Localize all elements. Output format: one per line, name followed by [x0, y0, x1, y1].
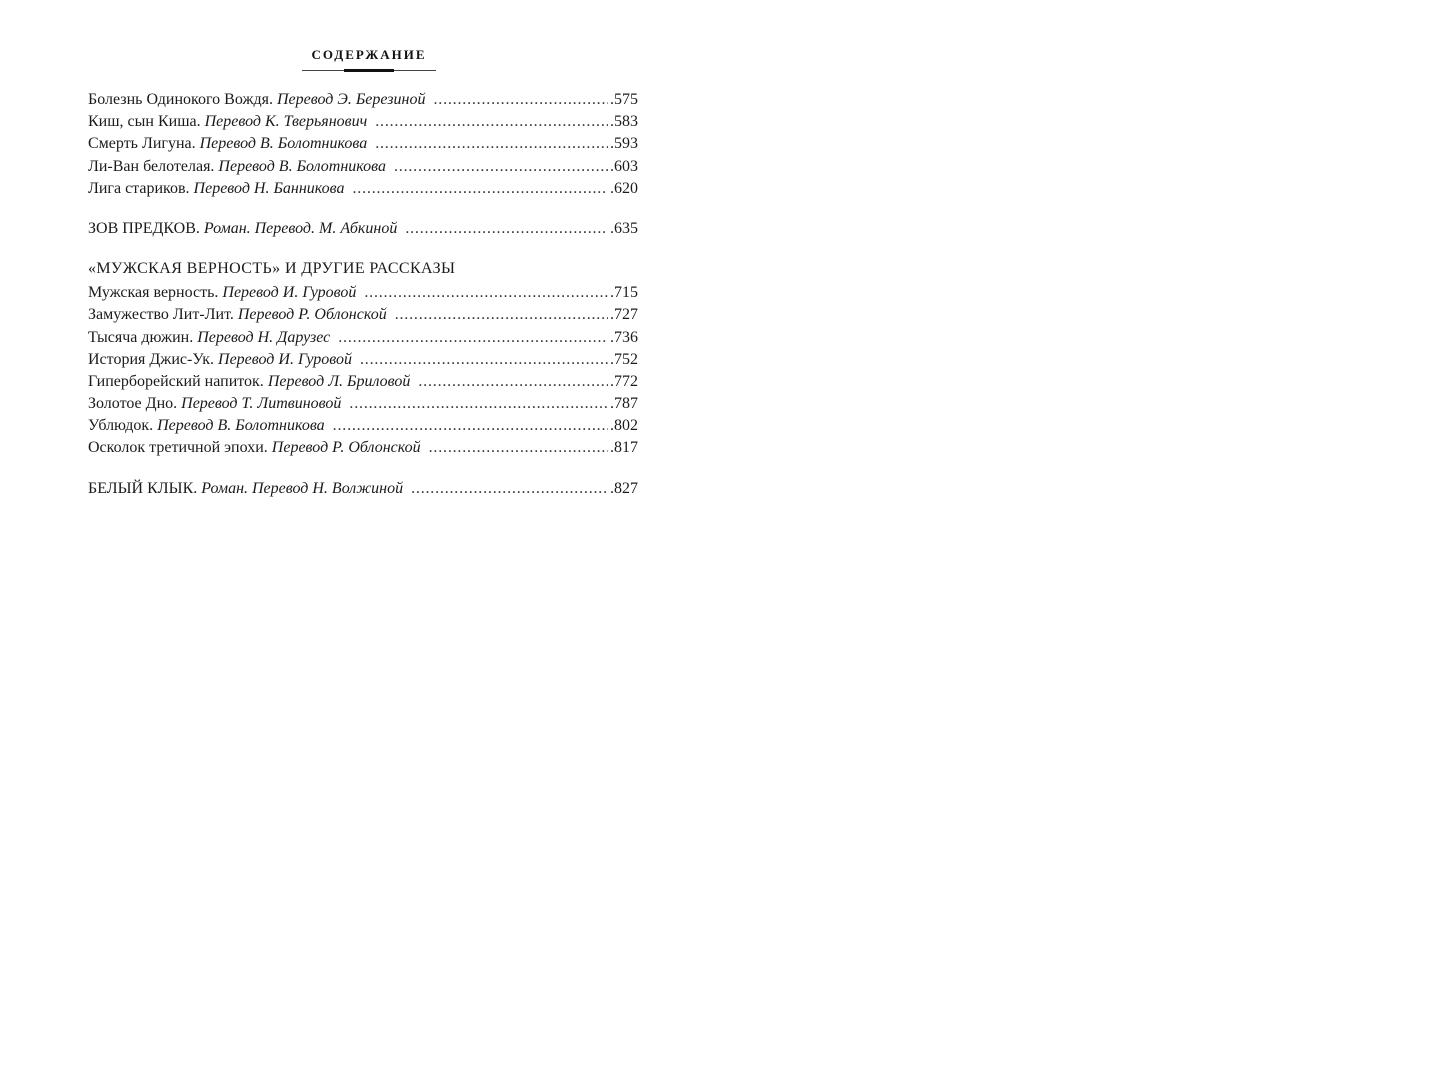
entry-title: Мужская верность.: [88, 284, 219, 302]
entry-translator: Перевод Р. Облонской: [237, 306, 387, 324]
toc-entry[interactable]: [88, 156, 638, 178]
entry-title: Ублюдок.: [88, 417, 154, 435]
toc-header: [302, 46, 436, 71]
toc-entry[interactable]: [88, 133, 638, 155]
entry-title: ЗОВ ПРЕДКОВ.: [88, 219, 200, 237]
entry-title: Замужество Лит-Лит.: [88, 306, 234, 324]
entry-title: Киш, сын Киша.: [88, 113, 201, 131]
dot-leader: [418, 371, 608, 393]
entry-title: Лига стариков.: [88, 179, 190, 197]
dot-leader: [375, 133, 608, 155]
entry-title: Золотое Дно.: [88, 395, 178, 413]
entry-page: .802: [610, 417, 638, 435]
entry-page: .817: [610, 439, 638, 457]
dot-leader: [338, 327, 608, 349]
toc-entry-novel[interactable]: [88, 218, 638, 240]
toc-entry[interactable]: [88, 349, 638, 371]
spacer: [88, 460, 638, 478]
entry-translator: Перевод Н. Дарузес: [197, 328, 331, 346]
entry-translator: Перевод В. Болотникова: [157, 417, 325, 435]
dot-leader: [405, 218, 608, 240]
entry-translator: Перевод И. Гуровой: [218, 350, 352, 368]
spacer: [88, 240, 638, 258]
toc-entry[interactable]: [88, 111, 638, 133]
entry-page: .772: [610, 372, 638, 390]
section-heading: «МУЖСКАЯ ВЕРНОСТЬ» И ДРУГИЕ РАССКАЗЫ: [88, 260, 456, 278]
entry-page: .575: [610, 91, 638, 108]
table-of-contents: [88, 89, 638, 500]
dot-leader: [375, 111, 608, 133]
entry-title: Осколок третичной эпохи.: [88, 439, 268, 457]
entry-translator: Перевод В. Болотникова: [218, 157, 386, 175]
entry-page: .752: [610, 350, 638, 368]
entry-translator: Роман. Перевод Н. Волжиной: [201, 479, 404, 497]
entry-translator: Перевод К. Тверьянович: [204, 113, 368, 131]
dot-leader: [411, 478, 608, 500]
toc-entry[interactable]: [88, 178, 638, 200]
entry-translator: Роман. Перевод. М. Абкиной: [203, 219, 398, 237]
entry-translator: Перевод Н. Банникова: [193, 179, 345, 197]
dot-leader: [429, 437, 608, 459]
entry-translator: Перевод В. Болотникова: [199, 135, 368, 153]
dot-leader: [394, 156, 608, 178]
entry-page: .736: [610, 328, 638, 346]
entry-translator: Перевод Р. Облонской: [271, 439, 421, 457]
entry-title: Тысяча дюжин.: [88, 328, 194, 346]
entry-title: Болезнь Одинокого Вождя.: [88, 91, 273, 108]
toc-entry[interactable]: [88, 415, 638, 437]
dot-leader: [364, 282, 608, 304]
dot-leader: [353, 178, 609, 200]
entry-page: .593: [610, 135, 638, 153]
entry-page: .620: [610, 179, 638, 197]
toc-entry[interactable]: [88, 304, 638, 326]
entry-page: .583: [610, 113, 638, 131]
entry-title: История Джис-Ук.: [88, 350, 215, 368]
entry-translator: Перевод Э. Березиной: [277, 91, 426, 108]
toc-entry[interactable]: [88, 327, 638, 349]
dot-leader: [360, 349, 608, 371]
entry-page: .603: [610, 157, 638, 175]
toc-entry[interactable]: [88, 393, 638, 415]
entry-translator: Перевод Т. Литвиновой: [181, 395, 342, 413]
entry-translator: Перевод И. Гуровой: [222, 284, 357, 302]
entry-page: .827: [610, 479, 638, 497]
entry-page: .727: [610, 306, 638, 324]
entry-page: .635: [610, 219, 638, 237]
entry-title: Смерть Лигуна.: [88, 135, 196, 153]
entry-title: Гиперборейский напиток.: [88, 372, 264, 390]
dot-leader: [349, 393, 608, 415]
dot-leader: [395, 304, 608, 326]
entry-page: .787: [610, 395, 638, 413]
entry-translator: Перевод Л. Бриловой: [267, 372, 411, 390]
dot-leader: [433, 89, 608, 111]
entry-page: .715: [610, 284, 638, 302]
header-divider: [302, 70, 436, 71]
toc-entry-novel[interactable]: [88, 478, 638, 500]
toc-entry[interactable]: [88, 371, 638, 393]
entry-title: Ли-Ван белотелая.: [88, 157, 215, 175]
toc-entry[interactable]: [88, 437, 638, 459]
dot-leader: [333, 415, 608, 437]
spacer: [88, 200, 638, 218]
toc-entry[interactable]: [88, 89, 638, 111]
page-title: СОДЕРЖАНИЕ: [311, 47, 427, 62]
entry-title: БЕЛЫЙ КЛЫК.: [88, 479, 198, 497]
toc-entry[interactable]: [88, 282, 638, 304]
